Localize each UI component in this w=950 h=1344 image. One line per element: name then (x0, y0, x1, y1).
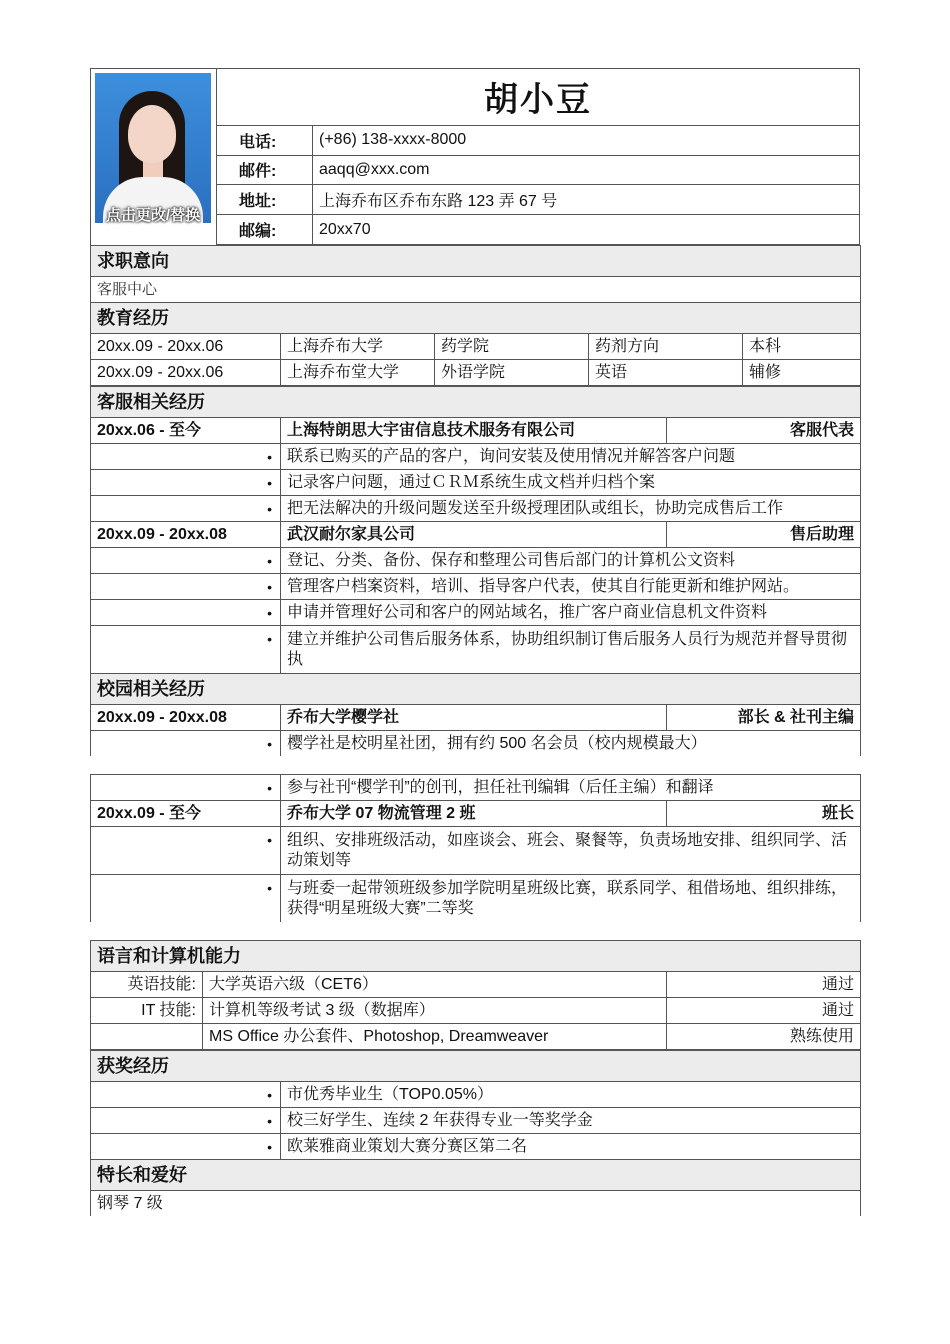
section-title-education: 教育经历 (91, 303, 861, 334)
contact-key: 地址: (217, 185, 313, 214)
job-role: 客服代表 (667, 418, 861, 444)
job-date: 20xx.09 - 20xx.08 (91, 705, 281, 731)
bullet-mark: • (91, 600, 281, 626)
header-block (90, 68, 860, 245)
contact-value: 20xx70 (319, 220, 371, 238)
skill-level: 通过 (667, 972, 861, 998)
resume-table-2 (90, 386, 861, 756)
bullet-mark: • (91, 496, 281, 522)
contact-value: 上海乔布区乔布东路 123 弄 67 号 (319, 193, 558, 211)
job-bullet-row (91, 775, 861, 801)
award-text: 校三好学生、连续 2 年获得专业一等奖学金 (281, 1108, 861, 1134)
skill-level: 通过 (667, 998, 861, 1024)
skill-item: 大学英语六级（CET6） (203, 972, 667, 998)
education-row (91, 334, 861, 360)
job-header-row (91, 522, 861, 548)
skill-item: MS Office 办公套件、Photoshop, Dreamweaver (203, 1024, 667, 1050)
resume-table-3 (90, 774, 861, 922)
education-row (91, 360, 861, 386)
job-bullet-row (91, 444, 861, 470)
section-title-skills: 语言和计算机能力 (91, 941, 861, 972)
job-header-row (91, 418, 861, 444)
award-text: 市优秀毕业生（TOP0.05%） (281, 1082, 861, 1108)
bullet-mark: • (91, 731, 281, 757)
job-bullet-row (91, 875, 861, 923)
award-text: 欧莱雅商业策划大赛分赛区第二名 (281, 1134, 861, 1160)
edu-date: 20xx.09 - 20xx.06 (91, 360, 281, 386)
bullet-mark: • (91, 827, 281, 875)
bullet-mark: • (91, 1082, 281, 1108)
resume-table-4 (90, 940, 861, 1050)
section-title-awards: 获奖经历 (91, 1051, 861, 1082)
job-date: 20xx.06 - 至今 (91, 418, 281, 444)
job-role: 部长 & 社刊主编 (667, 705, 861, 731)
avatar[interactable] (95, 73, 211, 223)
job-header-row (91, 705, 861, 731)
contact-row-address (217, 185, 859, 215)
job-bullet-row (91, 600, 861, 626)
edu-degree: 本科 (743, 334, 861, 360)
edu-school: 上海乔布堂大学 (281, 360, 435, 386)
contact-key: 电话: (217, 126, 313, 155)
contact-info (217, 69, 859, 245)
resume-page (90, 68, 860, 1216)
section-title-objective: 求职意向 (91, 246, 861, 277)
skill-label: IT 技能: (91, 998, 203, 1024)
award-row (91, 1134, 861, 1160)
job-bullet-text: 樱学社是校明星社团，拥有约 500 名会员（校内规模最大） (281, 731, 861, 757)
bullet-mark: • (91, 470, 281, 496)
job-date: 20xx.09 - 至今 (91, 801, 281, 827)
job-company: 乔布大学樱学社 (281, 705, 667, 731)
bullet-mark: • (91, 574, 281, 600)
bullet-mark: • (91, 1108, 281, 1134)
photo-replace-caption[interactable]: 点击更改/替换 (105, 207, 201, 224)
contact-key: 邮编: (217, 215, 313, 244)
job-bullet-text: 把无法解决的升级问题发送至升级授理团队或组长，协助完成售后工作 (281, 496, 861, 522)
job-bullet-text: 登记、分类、备份、保存和整理公司售后部门的计算机公文资料 (281, 548, 861, 574)
job-header-row (91, 801, 861, 827)
edu-degree: 辅修 (743, 360, 861, 386)
edu-major: 英语 (589, 360, 743, 386)
resume-table-5 (90, 1050, 861, 1216)
edu-date: 20xx.09 - 20xx.06 (91, 334, 281, 360)
edu-college: 外语学院 (435, 360, 589, 386)
job-bullet-text: 与班委一起带领班级参加学院明星班级比赛，联系同学、租借场地、组织排练，获得“明星班级大赛”二等奖 (281, 875, 861, 923)
job-bullet-text: 联系已购买的产品的客户，询问安装及使用情况并解答客户问题 (281, 444, 861, 470)
bullet-mark: • (91, 775, 281, 801)
contact-row-email (217, 156, 859, 186)
job-company: 乔布大学 07 物流管理 2 班 (281, 801, 667, 827)
job-bullet-row (91, 470, 861, 496)
job-bullet-text: 记录客户问题，通过ＣＲＭ系统生成文档并归档个案 (281, 470, 861, 496)
section-title-service: 客服相关经历 (91, 387, 861, 418)
objective-value: 客服中心 (91, 277, 861, 303)
job-bullet-row (91, 827, 861, 875)
skill-row (91, 972, 861, 998)
job-bullet-row (91, 574, 861, 600)
skill-item: 计算机等级考试 3 级（数据库） (203, 998, 667, 1024)
bullet-mark: • (91, 1134, 281, 1160)
bullet-mark: • (91, 548, 281, 574)
job-role: 售后助理 (667, 522, 861, 548)
job-bullet-row (91, 731, 861, 757)
job-bullet-row (91, 496, 861, 522)
skill-row (91, 1024, 861, 1050)
job-company: 武汉耐尔家具公司 (281, 522, 667, 548)
award-row (91, 1082, 861, 1108)
bullet-mark: • (91, 626, 281, 674)
skill-level: 熟练使用 (667, 1024, 861, 1050)
contact-value: (+86) 138-xxxx-8000 (319, 131, 467, 149)
skill-row (91, 998, 861, 1024)
skill-label (91, 1024, 203, 1050)
resume-table-1 (90, 245, 861, 386)
edu-major: 药剂方向 (589, 334, 743, 360)
contact-row-phone (217, 126, 859, 156)
bullet-mark: • (91, 444, 281, 470)
hobbies-value: 钢琴 7 级 (91, 1191, 861, 1217)
job-bullet-row (91, 626, 861, 674)
section-title-campus: 校园相关经历 (91, 674, 861, 705)
job-bullet-text: 组织、安排班级活动，如座谈会、班会、聚餐等，负责场地安排、组织同学、活动策划等 (281, 827, 861, 875)
candidate-name: 胡小豆 (217, 69, 859, 126)
job-bullet-text: 建立并维护公司售后服务体系，协助组织制订售后服务人员行为规范并督导贯彻执 (281, 626, 861, 674)
contact-value: aaqq@xxx.com (319, 160, 430, 178)
award-row (91, 1108, 861, 1134)
photo-cell[interactable] (91, 69, 217, 245)
job-bullet-text: 管理客户档案资料，培训、指导客户代表，使其自行能更新和维护网站。 (281, 574, 861, 600)
job-bullet-text: 申请并管理好公司和客户的网站域名，推广客户商业信息机文件资料 (281, 600, 861, 626)
job-company: 上海特朗思大宇宙信息技术服务有限公司 (281, 418, 667, 444)
section-title-hobbies: 特长和爱好 (91, 1160, 861, 1191)
contact-row-zip (217, 215, 859, 245)
skill-label: 英语技能: (91, 972, 203, 998)
contact-key: 邮件: (217, 156, 313, 185)
bullet-mark: • (91, 875, 281, 923)
job-bullet-text: 参与社刊“樱学刊”的创刊，担任社刊编辑（后任主编）和翻译 (281, 775, 861, 801)
job-date: 20xx.09 - 20xx.08 (91, 522, 281, 548)
job-role: 班长 (667, 801, 861, 827)
edu-college: 药学院 (435, 334, 589, 360)
edu-school: 上海乔布大学 (281, 334, 435, 360)
job-bullet-row (91, 548, 861, 574)
